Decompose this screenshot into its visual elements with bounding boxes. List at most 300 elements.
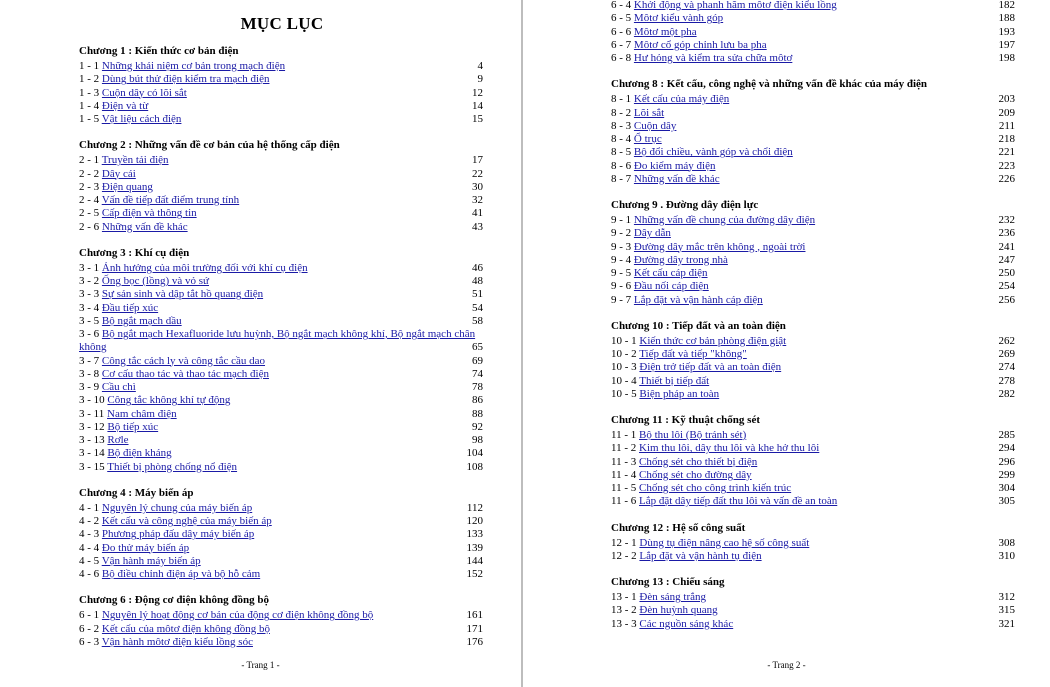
section-number: 2 - 5 — [79, 207, 102, 220]
section-title-link[interactable]: Ống bọc (lồng) và vỏ sứ — [101, 275, 210, 287]
toc-entry — [79, 636, 485, 649]
toc-entry — [611, 456, 1017, 469]
section-number: 13 - 3 — [611, 617, 640, 630]
section-number: 12 - 1 — [611, 536, 640, 549]
section-number: 8 - 5 — [611, 146, 634, 159]
page-number: 14 — [472, 99, 483, 112]
section-title-link[interactable]: Đầu tiếp xúc — [101, 301, 159, 314]
section-number: 8 - 4 — [611, 133, 634, 145]
section-number: 8 - 1 — [611, 93, 634, 106]
chapter-section — [79, 246, 485, 474]
section-title-link[interactable]: Kết cấu của máy điện — [633, 93, 730, 106]
section-number: 11 - 1 — [611, 429, 640, 441]
toc-entry — [611, 133, 1017, 146]
section-title-link[interactable]: Cơ cấu thao tác và thao tác mạch điện — [101, 367, 270, 380]
toc-title: MỤC LỤC — [240, 14, 324, 33]
section-title-link[interactable]: Những vấn đề khác — [101, 220, 188, 233]
section-title-link[interactable]: Bộ thu lôi (Bộ tránh sét) — [639, 429, 747, 441]
toc-entry — [79, 555, 485, 568]
section-number: 2 - 6 — [79, 220, 102, 233]
chapter-title: Chương 1 : Kiến thức cơ bản điện — [79, 45, 239, 57]
page-number: 247 — [998, 253, 1015, 266]
section-number: 3 - 4 — [79, 301, 102, 314]
section-number: 6 - 6 — [611, 25, 634, 38]
toc-entry — [79, 542, 485, 555]
section-number: 3 - 13 — [79, 434, 108, 446]
section-title-link[interactable]: Công tắc cách ly và công tắc cầu dao — [101, 354, 266, 367]
toc-entry — [79, 502, 485, 515]
section-number: 6 - 5 — [611, 12, 634, 25]
page-number: 176 — [466, 635, 483, 648]
page-number: 41 — [472, 207, 483, 220]
chapter-title: Chương 9 . Đường dây điện lực — [611, 199, 759, 211]
chapter-title: Chương 12 : Hệ số công suất — [611, 521, 746, 534]
toc-entry — [79, 394, 485, 407]
section-number: 4 - 2 — [79, 515, 102, 527]
section-number: 4 - 1 — [79, 501, 102, 514]
toc-entry — [79, 302, 485, 315]
section-number: 3 - 5 — [79, 314, 102, 327]
chapter-section — [611, 198, 1017, 307]
page-number: 241 — [998, 240, 1015, 253]
toc-entry — [79, 328, 485, 355]
section-title-link[interactable]: Bộ ngắt mạch Hexafluoride lưu huỳnh, Bộ ngắt mạch không khí, Bộ ngắt mạch chân không — [79, 328, 476, 354]
section-title-link[interactable]: Cấp điện và thông tin — [101, 207, 197, 220]
toc-entry — [79, 623, 485, 636]
page-number: 236 — [998, 227, 1015, 240]
toc-entry — [79, 288, 485, 301]
page-number: 254 — [998, 280, 1015, 293]
page-number: 285 — [998, 429, 1015, 441]
section-title-link[interactable]: Những vấn đề khác — [633, 172, 720, 185]
section-number: 4 - 5 — [79, 554, 102, 567]
page-number: 9 — [477, 73, 483, 86]
section-title-link[interactable]: Thiết bị phòng chống nổ điện — [107, 460, 238, 473]
chapter-section — [611, 0, 1017, 65]
page-number: 161 — [466, 609, 483, 622]
chapter-list — [79, 44, 485, 649]
page-number: 321 — [998, 617, 1015, 630]
page-number: 203 — [998, 93, 1015, 106]
document-page-2 — [523, 0, 1050, 687]
page-number: 69 — [472, 354, 483, 367]
page-number: 198 — [998, 52, 1015, 64]
section-number: 11 - 6 — [611, 495, 640, 508]
toc-entry — [611, 120, 1017, 133]
page-number: 226 — [998, 172, 1015, 185]
toc-entry — [79, 154, 485, 167]
section-title-link[interactable]: Nguyên lý hoạt động cơ bản của động cơ điện không đồng bộ — [101, 609, 374, 622]
section-title-link[interactable]: Đầu nối cáp điện — [633, 280, 709, 293]
section-title-link[interactable]: Vận hành môtơ điện kiểu lồng sóc — [101, 635, 253, 648]
section-title-link[interactable]: Công tắc không khí tự động — [107, 394, 231, 407]
section-number: 3 - 15 — [79, 460, 108, 473]
section-title-link[interactable]: Đường dây mắc trên không , ngoài trời — [633, 240, 806, 253]
toc-entry — [611, 537, 1017, 550]
page-number: 92 — [472, 420, 483, 433]
section-number: 11 - 4 — [611, 468, 640, 481]
toc-entry — [611, 280, 1017, 293]
section-number: 6 - 4 — [611, 0, 634, 11]
chapter-section — [611, 521, 1017, 564]
section-title-link[interactable]: Rơle — [107, 434, 129, 446]
section-number: 2 - 3 — [79, 180, 102, 193]
toc-entry — [611, 348, 1017, 361]
section-title-link[interactable]: Những khái niệm cơ bản trong mạch điện — [101, 60, 286, 72]
toc-entry — [611, 146, 1017, 159]
document-page-1 — [0, 0, 521, 687]
toc-entry — [79, 609, 485, 622]
page-number: 308 — [998, 536, 1015, 549]
toc-entry — [611, 469, 1017, 482]
toc-entry — [611, 173, 1017, 186]
section-number: 1 - 3 — [79, 86, 102, 99]
page-number: 17 — [472, 154, 483, 167]
section-title-link[interactable]: Truyền tải điện — [101, 154, 169, 167]
chapter-title: Chương 4 : Máy biến áp — [79, 486, 194, 499]
section-title-link[interactable]: Dùng tụ điện nâng cao hệ số công suất — [639, 536, 810, 549]
toc-entry — [79, 113, 485, 126]
toc-entry — [611, 160, 1017, 173]
section-number: 9 - 1 — [611, 214, 634, 226]
page-number: 120 — [466, 515, 483, 527]
chapter-section — [611, 413, 1017, 509]
toc-entry — [611, 550, 1017, 563]
section-number: 1 - 4 — [79, 99, 102, 112]
section-title-link[interactable]: Ảnh hưởng của môi trường đối với khí cụ điện — [101, 261, 308, 274]
section-number: 3 - 2 — [79, 275, 102, 287]
page-number: 304 — [998, 482, 1015, 494]
section-number: 4 - 3 — [79, 528, 102, 541]
section-title-link[interactable]: Phương pháp đấu dây máy biến áp — [101, 528, 255, 541]
page-number: 211 — [998, 119, 1015, 132]
section-number: 3 - 14 — [79, 447, 108, 460]
section-title-link[interactable]: Bộ đổi chiều, vành góp và chổi điện — [633, 146, 793, 159]
chapter-title: Chương 3 : Khí cụ điện — [79, 246, 190, 259]
toc-entry — [79, 515, 485, 528]
section-title-link[interactable]: Cuộn dây — [633, 119, 677, 132]
section-title-link[interactable]: Điện quang — [101, 180, 153, 193]
toc-entry — [611, 361, 1017, 374]
chapter-section — [79, 138, 485, 234]
section-title-link[interactable]: Lắp đặt và vận hành tụ điện — [639, 549, 762, 562]
toc-entry — [79, 221, 485, 234]
chapter-section — [79, 486, 485, 582]
section-number: 3 - 9 — [79, 381, 102, 393]
section-number: 8 - 7 — [611, 172, 634, 185]
toc-entry — [79, 408, 485, 421]
chapter-title: Chương 10 : Tiếp đất và an toàn điện — [611, 319, 786, 332]
section-title-link[interactable]: Vấn đề tiếp đất điểm trung tính — [101, 194, 240, 206]
page-number: 12 — [472, 86, 483, 99]
toc-content-page-1 — [79, 14, 485, 661]
page-footer: - Trang 2 - — [767, 660, 806, 670]
toc-entry — [611, 26, 1017, 39]
page-number: 256 — [998, 293, 1015, 306]
section-number: 9 - 7 — [611, 293, 634, 306]
section-title-link[interactable]: Lắp đặt dây tiếp đất thu lôi và vấn đề an toàn — [639, 495, 838, 508]
toc-entry — [611, 294, 1017, 307]
section-title-link[interactable]: Đường dây trong nhà — [633, 253, 728, 266]
chapter-list — [611, 0, 1017, 631]
section-number: 12 - 2 — [611, 549, 640, 562]
toc-entry — [611, 214, 1017, 227]
page-number: 46 — [472, 261, 483, 274]
section-title-link[interactable]: Điện trở tiếp đất và an toàn điện — [639, 361, 782, 374]
section-title-link[interactable]: Bộ điều chỉnh điện áp và bộ hỗ cảm — [101, 568, 261, 580]
page-number: 58 — [472, 314, 483, 327]
page-number: 296 — [998, 455, 1015, 468]
chapter-section — [79, 44, 485, 126]
page-number: 43 — [472, 220, 483, 233]
page-number: 250 — [998, 267, 1015, 279]
page-number: 305 — [998, 495, 1015, 508]
toc-entry — [611, 442, 1017, 455]
section-title-link[interactable]: Kim thu lôi, dây thu lôi và khe hở thu lôi — [639, 442, 820, 455]
section-title-link[interactable]: Sự sản sinh và dập tắt hồ quang điện — [101, 288, 264, 301]
section-number: 3 - 11 — [79, 407, 108, 420]
section-title-link[interactable]: Dây cái — [101, 167, 136, 180]
toc-entry — [611, 254, 1017, 267]
chapter-title: Chương 8 : Kết cấu, công nghệ và những vấn đề khác của máy điện — [611, 78, 928, 91]
page-number: 54 — [472, 301, 483, 314]
page-number: 144 — [466, 554, 483, 567]
section-title-link[interactable]: Điện và từ — [101, 99, 149, 112]
section-number: 3 - 7 — [79, 354, 102, 367]
toc-entry — [611, 375, 1017, 388]
section-title-link[interactable]: Dùng bút thử điện kiểm tra mạch điện — [101, 73, 270, 86]
section-title-link[interactable]: Chống sét cho thiết bị điện — [639, 455, 758, 468]
section-title-link[interactable]: Khởi động và phanh hãm môtơ điện kiểu lồng — [633, 0, 837, 11]
page-number: 112 — [466, 501, 483, 514]
section-title-link[interactable]: Những vấn đề chung của đường dây điện — [633, 214, 816, 226]
section-title-link[interactable]: Chống sét cho đường dây — [639, 468, 752, 481]
section-number: 13 - 1 — [611, 591, 640, 603]
toc-entry — [611, 107, 1017, 120]
toc-entry — [611, 241, 1017, 254]
toc-entry — [79, 315, 485, 328]
section-title-link[interactable]: Lắp đặt và vận hành cáp điện — [633, 293, 763, 306]
section-number: 4 - 4 — [79, 541, 102, 554]
toc-entry — [79, 421, 485, 434]
chapter-title: Chương 13 : Chiếu sáng — [611, 576, 725, 588]
toc-entry — [79, 355, 485, 368]
toc-entry — [79, 262, 485, 275]
toc-entry — [79, 434, 485, 447]
section-number: 9 - 6 — [611, 280, 634, 293]
section-title-link[interactable]: Môtơ cổ góp chỉnh lưu ba pha — [633, 38, 767, 51]
section-title-link[interactable]: Vật liệu cách điện — [101, 113, 182, 125]
section-number: 6 - 7 — [611, 38, 634, 51]
toc-entry — [611, 267, 1017, 280]
chapter-section — [611, 319, 1017, 401]
page-number: 274 — [998, 361, 1015, 374]
page-number: 232 — [998, 214, 1015, 226]
section-title-link[interactable]: Bộ tiếp xúc — [107, 420, 159, 433]
section-number: 9 - 2 — [611, 227, 634, 240]
toc-entry — [611, 604, 1017, 617]
page-number: 86 — [472, 394, 483, 407]
section-title-link[interactable]: Dây dẫn — [633, 227, 671, 240]
section-title-link[interactable]: Nam châm điện — [107, 407, 177, 420]
section-number: 3 - 1 — [79, 261, 102, 274]
toc-entry — [79, 207, 485, 220]
page-number: 171 — [466, 622, 483, 635]
section-title-link[interactable]: Môtơ kiểu vành góp — [633, 12, 724, 25]
toc-entry — [611, 12, 1017, 25]
section-title-link[interactable]: Kiến thức cơ bản phòng điện giật — [639, 334, 787, 347]
section-title-link[interactable]: Cầu chì — [101, 381, 136, 393]
section-title-link[interactable]: Đèn huỳnh quang — [639, 604, 718, 617]
section-number: 3 - 12 — [79, 420, 108, 433]
page-number: 299 — [998, 468, 1015, 481]
toc-entry — [79, 100, 485, 113]
toc-entry — [611, 39, 1017, 52]
page-number: 218 — [998, 133, 1015, 145]
page-number: 294 — [998, 442, 1015, 455]
toc-entry — [611, 335, 1017, 348]
page-number: 51 — [472, 288, 483, 301]
page-number: 209 — [998, 106, 1015, 119]
section-title-link[interactable]: Đo kiểm máy điện — [633, 159, 716, 172]
section-number: 9 - 5 — [611, 267, 634, 279]
toc-entry — [611, 388, 1017, 401]
section-title-link[interactable]: Hư hỏng và kiểm tra sửa chữa môtơ — [633, 52, 793, 64]
section-number: 2 - 2 — [79, 167, 102, 180]
section-title-link[interactable]: Nguyên lý chung của máy biến áp — [101, 501, 253, 514]
page-number: 30 — [472, 180, 483, 193]
section-number: 10 - 5 — [611, 387, 640, 400]
section-number: 2 - 1 — [79, 154, 102, 167]
page-number: 22 — [472, 167, 483, 180]
toc-entry — [611, 429, 1017, 442]
section-number: 6 - 1 — [79, 609, 102, 622]
section-title-link[interactable]: Môtơ một pha — [633, 25, 697, 38]
page-number: 197 — [998, 38, 1015, 51]
section-title-link[interactable]: Bộ điện kháng — [107, 447, 172, 460]
page-number: 4 — [477, 60, 483, 72]
page-number: 262 — [998, 334, 1015, 347]
chapter-section — [611, 77, 1017, 186]
page-number: 139 — [466, 541, 483, 554]
toc-entry — [79, 275, 485, 288]
section-number: 10 - 2 — [611, 348, 640, 360]
section-title-link[interactable]: Đo thử máy biến áp — [101, 541, 190, 554]
page-number: 312 — [998, 591, 1015, 603]
page-number: 48 — [472, 275, 483, 287]
section-title-link[interactable]: Lõi sắt — [633, 106, 665, 119]
section-title-link[interactable]: Kết cấu và công nghệ của máy biến áp — [101, 515, 272, 527]
section-number: 3 - 8 — [79, 367, 102, 380]
page-number: 88 — [472, 407, 483, 420]
page-footer: - Trang 1 - — [241, 660, 280, 670]
section-number: 10 - 1 — [611, 334, 640, 347]
chapter-section — [611, 575, 1017, 631]
section-number: 6 - 8 — [611, 52, 634, 64]
page-number: 188 — [998, 12, 1015, 25]
page-number: 15 — [472, 113, 483, 125]
page-number: 221 — [998, 146, 1015, 159]
section-number: 10 - 4 — [611, 374, 640, 387]
section-title-link[interactable]: Biện pháp an toàn — [639, 387, 720, 400]
toc-entry — [79, 568, 485, 581]
page-number: 282 — [998, 387, 1015, 400]
page-number: 74 — [472, 367, 483, 380]
section-title-link[interactable]: Kết cấu cáp điện — [633, 267, 708, 279]
section-title-link[interactable]: Đèn sáng trắng — [639, 591, 707, 603]
section-number: 9 - 4 — [611, 253, 634, 266]
toc-entry — [611, 93, 1017, 106]
section-title-link[interactable]: Chống sét cho công trình kiến trúc — [639, 482, 792, 494]
section-number: 11 - 3 — [611, 455, 640, 468]
toc-entry — [79, 73, 485, 86]
section-title-link[interactable]: Thiết bị tiếp đất — [639, 374, 710, 387]
page-number: 193 — [998, 25, 1015, 38]
toc-entry — [79, 461, 485, 474]
toc-entry — [79, 447, 485, 460]
chapter-title: Chương 6 : Động cơ điện không đồng bộ — [79, 594, 269, 607]
toc-entry — [79, 60, 485, 73]
section-number: 3 - 10 — [79, 394, 108, 407]
toc-entry — [611, 52, 1017, 65]
section-title-link[interactable]: Các nguồn sáng khác — [639, 617, 734, 630]
section-title-link[interactable]: Vận hành máy biến áp — [101, 554, 201, 567]
toc-content-page-2 — [611, 0, 1017, 643]
section-number: 10 - 3 — [611, 361, 640, 374]
chapter-title: Chương 11 : Kỹ thuật chống sét — [611, 414, 760, 426]
toc-entry — [79, 368, 485, 381]
page-number: 108 — [466, 460, 483, 473]
section-number: 11 - 5 — [611, 482, 640, 494]
section-number: 3 - 6 — [79, 328, 102, 340]
section-number: 2 - 4 — [79, 194, 102, 206]
page-number: 133 — [466, 528, 483, 541]
page-number: 182 — [998, 0, 1015, 11]
toc-entry — [611, 227, 1017, 240]
section-number: 8 - 2 — [611, 106, 634, 119]
chapter-title: Chương 2 : Những vấn đề cơ bản của hệ thống cấp điện — [79, 139, 340, 152]
section-number: 1 - 5 — [79, 113, 102, 125]
page-number: 310 — [998, 549, 1015, 562]
page-number: 98 — [472, 434, 483, 446]
section-number: 4 - 6 — [79, 568, 102, 580]
section-title-link[interactable]: Kết cấu của môtơ điện không đồng bộ — [101, 622, 270, 635]
section-number: 11 - 2 — [611, 442, 640, 455]
page-number: 269 — [998, 348, 1015, 360]
toc-entry — [611, 591, 1017, 604]
chapter-section — [79, 593, 485, 649]
section-number: 1 - 1 — [79, 60, 102, 72]
toc-entry — [611, 0, 1017, 12]
section-number: 8 - 3 — [611, 119, 634, 132]
page-number: 223 — [998, 159, 1015, 172]
section-title-link[interactable]: Ổ trục — [633, 133, 662, 145]
toc-entry — [79, 194, 485, 207]
section-title-link[interactable]: Tiếp đất và tiếp "không" — [639, 348, 747, 360]
page-number: 315 — [998, 604, 1015, 617]
section-title-link[interactable]: Cuộn dây có lõi sắt — [101, 86, 187, 99]
page-number: 65 — [472, 341, 483, 354]
toc-entry — [79, 528, 485, 541]
section-number: 13 - 2 — [611, 604, 640, 617]
toc-entry — [611, 495, 1017, 508]
section-title-link[interactable]: Bộ ngắt mạch dầu — [101, 314, 182, 327]
page-number: 278 — [998, 374, 1015, 387]
toc-entry — [79, 181, 485, 194]
section-number: 1 - 2 — [79, 73, 102, 86]
toc-entry — [611, 482, 1017, 495]
section-number: 6 - 3 — [79, 635, 102, 648]
